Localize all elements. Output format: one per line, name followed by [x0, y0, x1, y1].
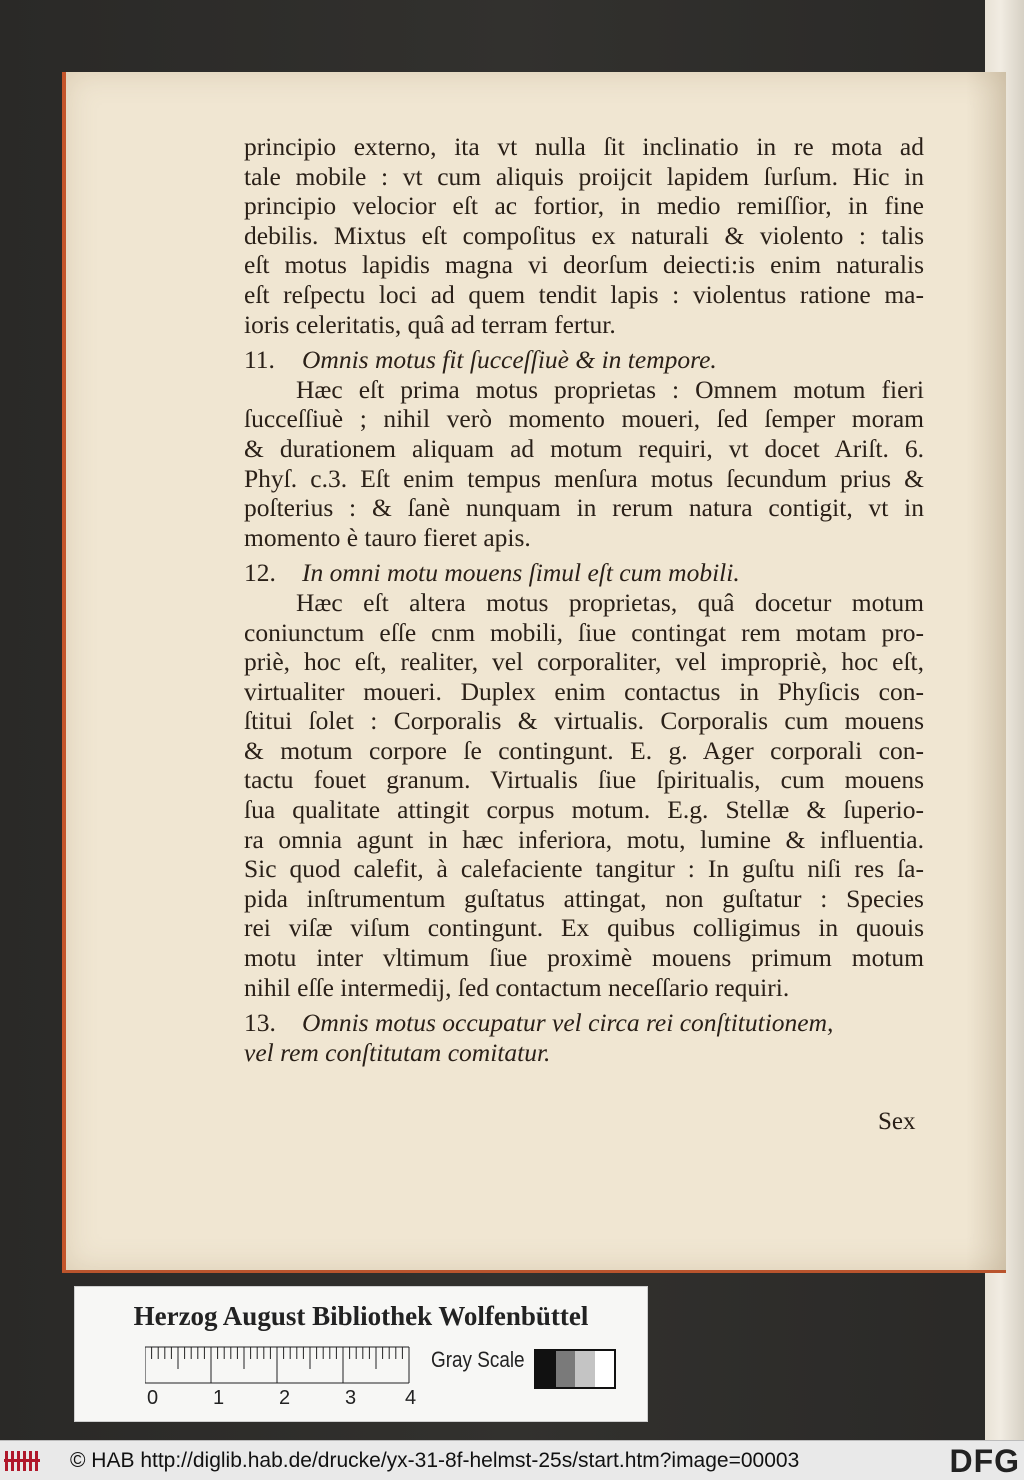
page-gutter-shadow: [966, 72, 1006, 1270]
text-line: Phyſ. c.3. Eſt enim tempus menſura motus ſecundum prius &: [244, 463, 924, 493]
ruler-number: 2: [279, 1387, 291, 1409]
text-line: debilis. Mixtus eſt compoſitus ex naturali & violento : talis: [244, 220, 924, 250]
ruler-scale: [145, 1345, 425, 1385]
text-line: motu inter vltimum ſiue proximè mouens primum motum: [244, 943, 924, 973]
copyright-url-text: © HAB http://diglib.hab.de/drucke/yx-31-8f-helmst-25s/start.htm?image=00003: [70, 1449, 800, 1472]
text-line: ſtitui ſolet : Corporalis & virtualis. Corporalis cum mouens: [244, 706, 924, 736]
ruler-number: 0: [147, 1387, 159, 1409]
color-calibration-card: [74, 1286, 648, 1422]
proposition-number: 11.: [244, 345, 275, 375]
proposition-text-continued: vel rem conſtitutam comitatur.: [244, 1037, 551, 1067]
proposition-12: [244, 558, 924, 588]
proposition-text: Omnis motus fit ſucceſſiuè & in tempore.: [302, 345, 717, 375]
text-line: momento è tauro fieret apis.: [244, 522, 531, 552]
ruler-number: 4: [405, 1387, 417, 1409]
text-line: eſt motus lapidis magna vi deorſum deiecti:is enim naturalis: [244, 250, 924, 280]
gray-patch: [536, 1351, 556, 1387]
catchword: Sex: [878, 1108, 916, 1135]
text-line: ioris celeritatis, quâ ad terram fertur.: [244, 309, 616, 339]
proposition-text: In omni motu mouens ſimul eſt cum mobili.: [302, 558, 740, 588]
text-line: & motum corpore ſe contingunt. E. g. Ager corporali con-: [244, 735, 924, 765]
page-text: [244, 132, 924, 1067]
viewer-footer: [0, 1440, 1024, 1480]
text-line: ſucceſſiuè ; nihil verò momento moueri, ſed ſemper moram: [244, 404, 924, 434]
text-line: pida inſtrumentum guſtatus attingat, non guſtatur : Species: [244, 883, 924, 913]
dfg-logo: DFG: [949, 1443, 1020, 1479]
text-line: & durationem aliquam ad motum requiri, vt docet Ariſt. 6.: [244, 433, 924, 463]
text-line: virtualiter moueri. Duplex enim contactus in Phyſicis con-: [244, 676, 924, 706]
proposition-11: [244, 345, 924, 375]
text-line: tale mobile : vt cum aliquis proijcit lapidem ſurſum. Hic in: [244, 161, 924, 191]
gray-patch: [556, 1351, 576, 1387]
text-line: poſterius : & ſanè nunquam in rerum natura contigit, vt in: [244, 493, 924, 523]
text-line: eſt reſpectu loci ad quem tendit lapis : violentus ratione ma-: [244, 279, 924, 309]
text-line: Hæc eſt altera motus proprietas, quâ docetur motum: [296, 587, 924, 617]
ruler-number: 1: [213, 1387, 225, 1409]
text-line: coniunctum eſſe cnm mobili, ſiue contingat rem motam pro-: [244, 617, 924, 647]
text-line: tactu fouet granum. Virtualis ſiue ſpiritualis, cum mouens: [244, 765, 924, 795]
text-line: ſua qualitate attingit corpus motum. E.g. Stellæ & ſuperio-: [244, 795, 924, 825]
gray-patch: [595, 1351, 615, 1387]
proposition-13: [244, 1008, 924, 1038]
gray-scale-label: Gray Scale: [431, 1347, 525, 1372]
hab-logo-icon: [4, 1449, 44, 1473]
text-line: Hæc eſt prima motus proprietas : Omnem motum fieri: [296, 374, 924, 404]
proposition-number: 13.: [244, 1008, 276, 1038]
text-line: Sic quod calefit, à calefaciente tangitur : In guſtu niſi res ſa-: [244, 854, 924, 884]
book-page: [62, 72, 1006, 1273]
text-line: ra omnia agunt in hæc inferiora, motu, lumine & influentia.: [244, 824, 924, 854]
proposition-text: Omnis motus occupatur vel circa rei conſtitutionem,: [302, 1008, 834, 1038]
library-name: Herzog August Bibliothek Wolfenbüttel: [133, 1301, 589, 1331]
proposition-number: 12.: [244, 558, 276, 588]
text-line: principio externo, ita vt nulla ſit inclinatio in re mota ad: [244, 132, 924, 161]
text-line: rei viſæ viſum contingunt. Ex quibus colligimus in quouis: [244, 913, 924, 943]
gray-scale-swatch: [534, 1349, 616, 1389]
text-line: principio velocior eſt ac fortior, in medio remiſſior, in fine: [244, 191, 924, 221]
text-line: priè, hoc eſt, realiter, vel corporaliter, vel impropriè, hoc eſt,: [244, 647, 924, 677]
gray-patch: [575, 1351, 595, 1387]
ruler-number: 3: [345, 1387, 357, 1409]
text-line: nihil eſſe intermedij, ſed contactum neceſſario requiri.: [244, 972, 790, 1002]
